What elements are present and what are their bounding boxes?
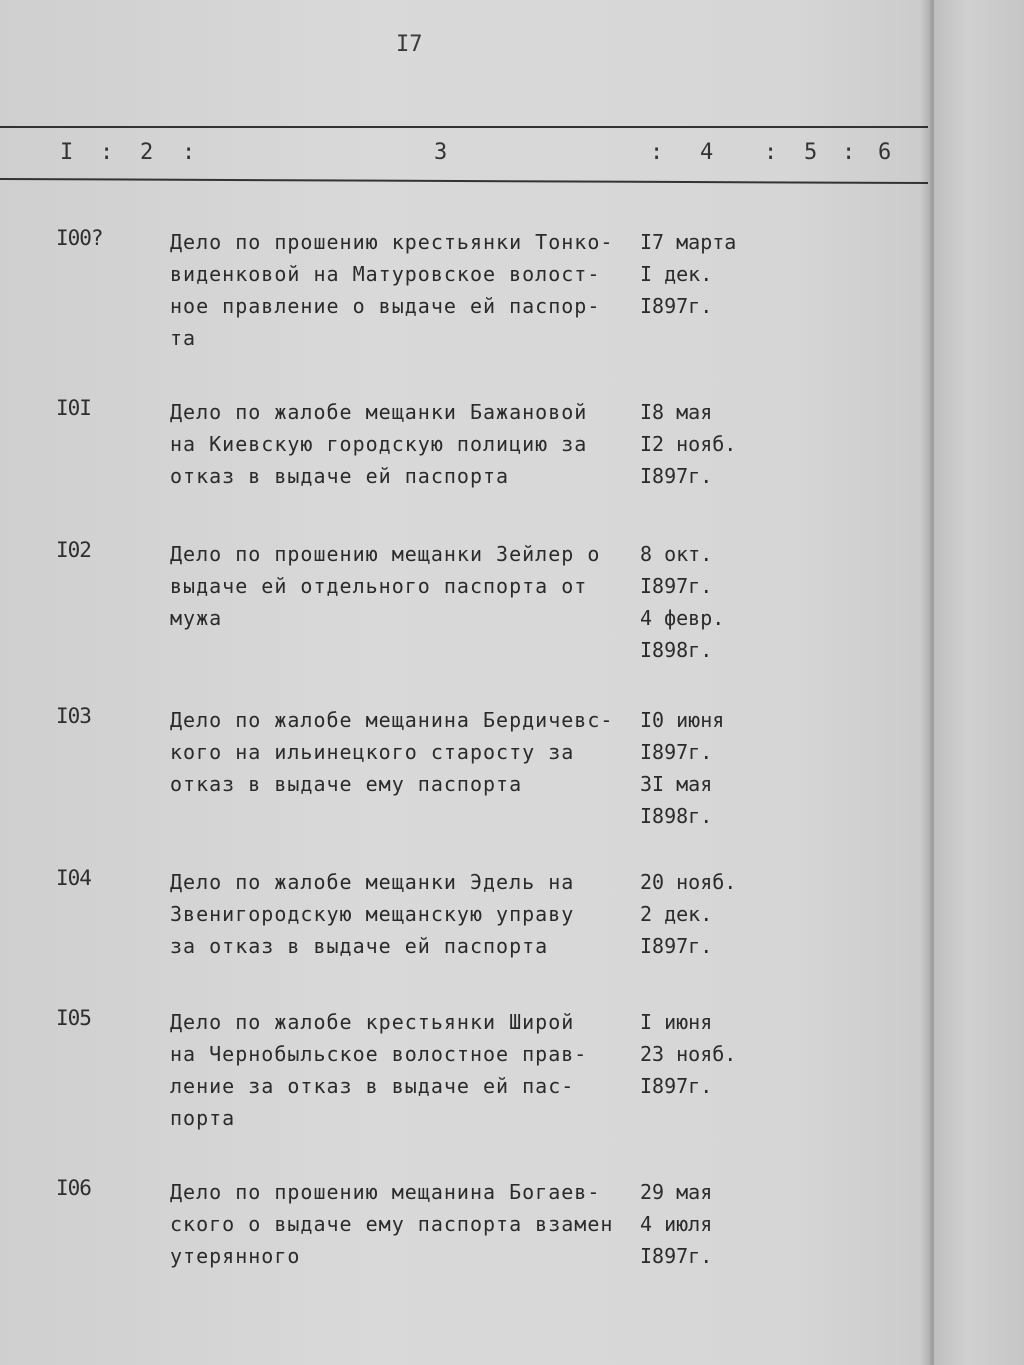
entry-dates: I0 июня I897г. 3I мая I898г. (640, 708, 725, 828)
entry-description: Дело по прошению крестьянки Тонко- виденковой на Матуровское волост- ное правление о выдаче ей паспор- та (170, 230, 614, 350)
page-shadow (920, 0, 934, 1365)
entry-description: Дело по прошению мещанина Богаев- ского о выдаче ему паспорта взамен утерянного (170, 1180, 614, 1268)
entry-number: I00? (56, 226, 103, 250)
entry-description: Дело по жалобе мещанина Бердичевс- кого на ильинецкого старосту за отказ в выдаче ему паспорта (170, 708, 614, 796)
entry-number: I0I (56, 396, 91, 420)
column-separator: : (100, 140, 114, 165)
entry-dates: 20 нояб. 2 дек. I897г. (640, 870, 737, 958)
entry-description: Дело по прошению мещанки Зейлер о выдаче ей отдельного паспорта от мужа (170, 542, 601, 630)
column-separator: : (842, 140, 856, 165)
entry-description: Дело по жалобе крестьянки Широй на Чернобыльское волостное прав- ление за отказ в выдаче ей пас- порта (170, 1010, 588, 1130)
entry-dates: I июня 23 нояб. I897г. (640, 1010, 737, 1098)
column-header-5: 5 (804, 140, 818, 165)
entry-dates: 8 окт. I897г. 4 февр. I898г. (640, 542, 725, 662)
entry-description: Дело по жалобе мещанки Бажановой на Киевскую городскую полицию за отказ в выдаче ей паспорта (170, 400, 588, 488)
entry-description: Дело по жалобе мещанки Эдель на Звенигородскую мещанскую управу за отказ в выдаче ей паспорта (170, 870, 575, 958)
entry-number: I03 (56, 704, 91, 728)
column-separator: : (650, 140, 664, 165)
next-page-edge (930, 0, 1024, 1365)
entry-dates: 29 мая 4 июля I897г. (640, 1180, 713, 1268)
header-rule-top (0, 126, 928, 128)
entry-number: I02 (56, 538, 91, 562)
column-separator: : (764, 140, 778, 165)
page-number: I7 (396, 32, 423, 57)
header-rule-bottom (0, 178, 928, 184)
entry-number: I04 (56, 866, 91, 890)
column-header-6: 6 (878, 140, 892, 165)
entry-dates: I8 мая I2 нояб. I897г. (640, 400, 737, 488)
column-header-1: I (60, 140, 74, 165)
entry-dates: I7 марта I дек. I897г. (640, 230, 737, 318)
column-header-2: 2 (140, 140, 154, 165)
entry-number: I06 (56, 1176, 91, 1200)
entry-number: I05 (56, 1006, 91, 1030)
column-separator: : (182, 140, 196, 165)
column-header-3: 3 (434, 140, 448, 165)
column-header-4: 4 (700, 140, 714, 165)
